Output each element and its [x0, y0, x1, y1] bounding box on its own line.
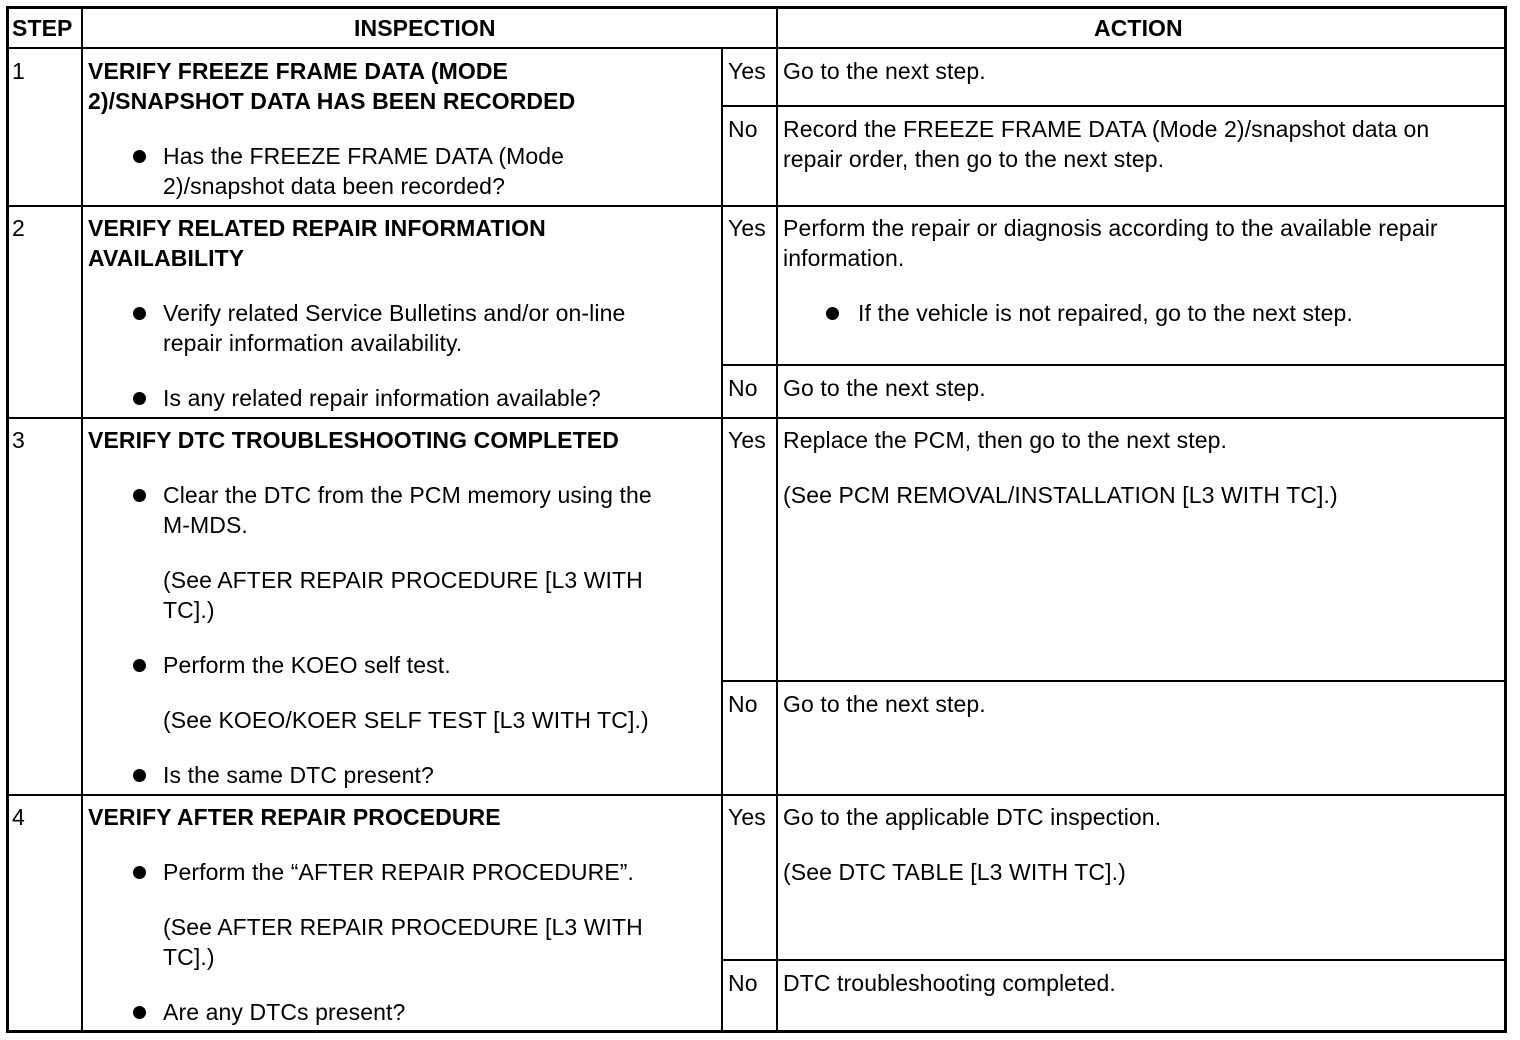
bullet-icon — [133, 489, 146, 502]
yes-action: Replace the PCM, then go to the next step. — [783, 427, 1228, 453]
row-divider-header — [6, 47, 1507, 49]
bullet-icon — [133, 769, 146, 782]
no-label: No — [728, 375, 758, 401]
header-action: ACTION — [1094, 15, 1183, 41]
no-action: Go to the next step. — [783, 375, 986, 401]
step-number: 1 — [12, 58, 25, 84]
column-divider-step — [81, 6, 83, 1033]
bullet-icon — [133, 1006, 146, 1019]
bullet-icon — [133, 866, 146, 879]
no-label: No — [728, 116, 758, 142]
bullet-icon — [133, 659, 146, 672]
row-divider-step-1 — [6, 205, 1507, 207]
row-divider-step-3 — [6, 794, 1507, 796]
step-title: 2)/SNAPSHOT DATA HAS BEEN RECORDED — [88, 88, 576, 114]
no-action: Go to the next step. — [783, 691, 986, 717]
inspection-item: 2)/snapshot data been recorded? — [163, 173, 505, 199]
step-number: 3 — [12, 427, 25, 453]
step-title: VERIFY DTC TROUBLESHOOTING COMPLETED — [88, 427, 619, 453]
yes-label: Yes — [728, 427, 766, 453]
yes-action-note: (See PCM REMOVAL/INSTALLATION [L3 WITH TC].) — [783, 482, 1338, 508]
step-title: VERIFY RELATED REPAIR INFORMATION — [88, 215, 546, 241]
yes-action: Go to the next step. — [783, 58, 986, 84]
step-number: 2 — [12, 215, 25, 241]
inspection-note: (See AFTER REPAIR PROCEDURE [L3 WITH — [163, 567, 643, 593]
yes-label: Yes — [728, 804, 766, 830]
inspection-item: Clear the DTC from the PCM memory using the — [163, 482, 652, 508]
table-border-top — [6, 6, 1507, 9]
no-action: Record the FREEZE FRAME DATA (Mode 2)/snapshot data on — [783, 116, 1430, 142]
row-divider-step-2 — [6, 417, 1507, 419]
bullet-icon — [133, 307, 146, 320]
step-number: 4 — [12, 804, 25, 830]
inspection-note: (See AFTER REPAIR PROCEDURE [L3 WITH — [163, 914, 643, 940]
inspection-note: TC].) — [163, 597, 215, 623]
yes-action: Go to the applicable DTC inspection. — [783, 804, 1162, 830]
inspection-item: M-MDS. — [163, 512, 248, 538]
yes-label: Yes — [728, 215, 766, 241]
inspection-note: (See KOEO/KOER SELF TEST [L3 WITH TC].) — [163, 707, 649, 733]
yes-action-bullet: If the vehicle is not repaired, go to the next step. — [858, 300, 1353, 326]
yes-no-divider-3 — [721, 680, 1507, 682]
step-title: VERIFY FREEZE FRAME DATA (MODE — [88, 58, 508, 84]
no-label: No — [728, 691, 758, 717]
inspection-note: TC].) — [163, 944, 215, 970]
table-border-bottom — [6, 1030, 1507, 1033]
inspection-item: Has the FREEZE FRAME DATA (Mode — [163, 143, 565, 169]
no-action: DTC troubleshooting completed. — [783, 970, 1116, 996]
bullet-icon — [133, 150, 146, 163]
yes-action-note: (See DTC TABLE [L3 WITH TC].) — [783, 859, 1126, 885]
yes-no-divider-1 — [721, 105, 1507, 107]
inspection-item: Is the same DTC present? — [163, 762, 434, 788]
inspection-item: Verify related Service Bulletins and/or on-line — [163, 300, 626, 326]
inspection-item: Are any DTCs present? — [163, 999, 406, 1025]
yes-no-divider-4 — [721, 959, 1507, 961]
inspection-item: Is any related repair information available? — [163, 385, 601, 411]
column-divider-action — [776, 6, 778, 1033]
inspection-item: repair information availability. — [163, 330, 463, 356]
no-action: repair order, then go to the next step. — [783, 146, 1165, 172]
inspection-item: Perform the “AFTER REPAIR PROCEDURE”. — [163, 859, 635, 885]
table-border-right — [1504, 6, 1507, 1033]
inspection-item: Perform the KOEO self test. — [163, 652, 451, 678]
yes-action: information. — [783, 245, 905, 271]
yes-no-divider-2 — [721, 364, 1507, 366]
bullet-icon — [826, 307, 839, 320]
yes-label: Yes — [728, 58, 766, 84]
step-title: VERIFY AFTER REPAIR PROCEDURE — [88, 804, 501, 830]
yes-action: Perform the repair or diagnosis according to the available repair — [783, 215, 1438, 241]
no-label: No — [728, 970, 758, 996]
header-step: STEP — [12, 15, 73, 41]
bullet-icon — [133, 392, 146, 405]
column-divider-result — [721, 48, 723, 1033]
table-border-left — [6, 6, 9, 1033]
header-inspection: INSPECTION — [354, 15, 496, 41]
step-title: AVAILABILITY — [88, 245, 245, 271]
